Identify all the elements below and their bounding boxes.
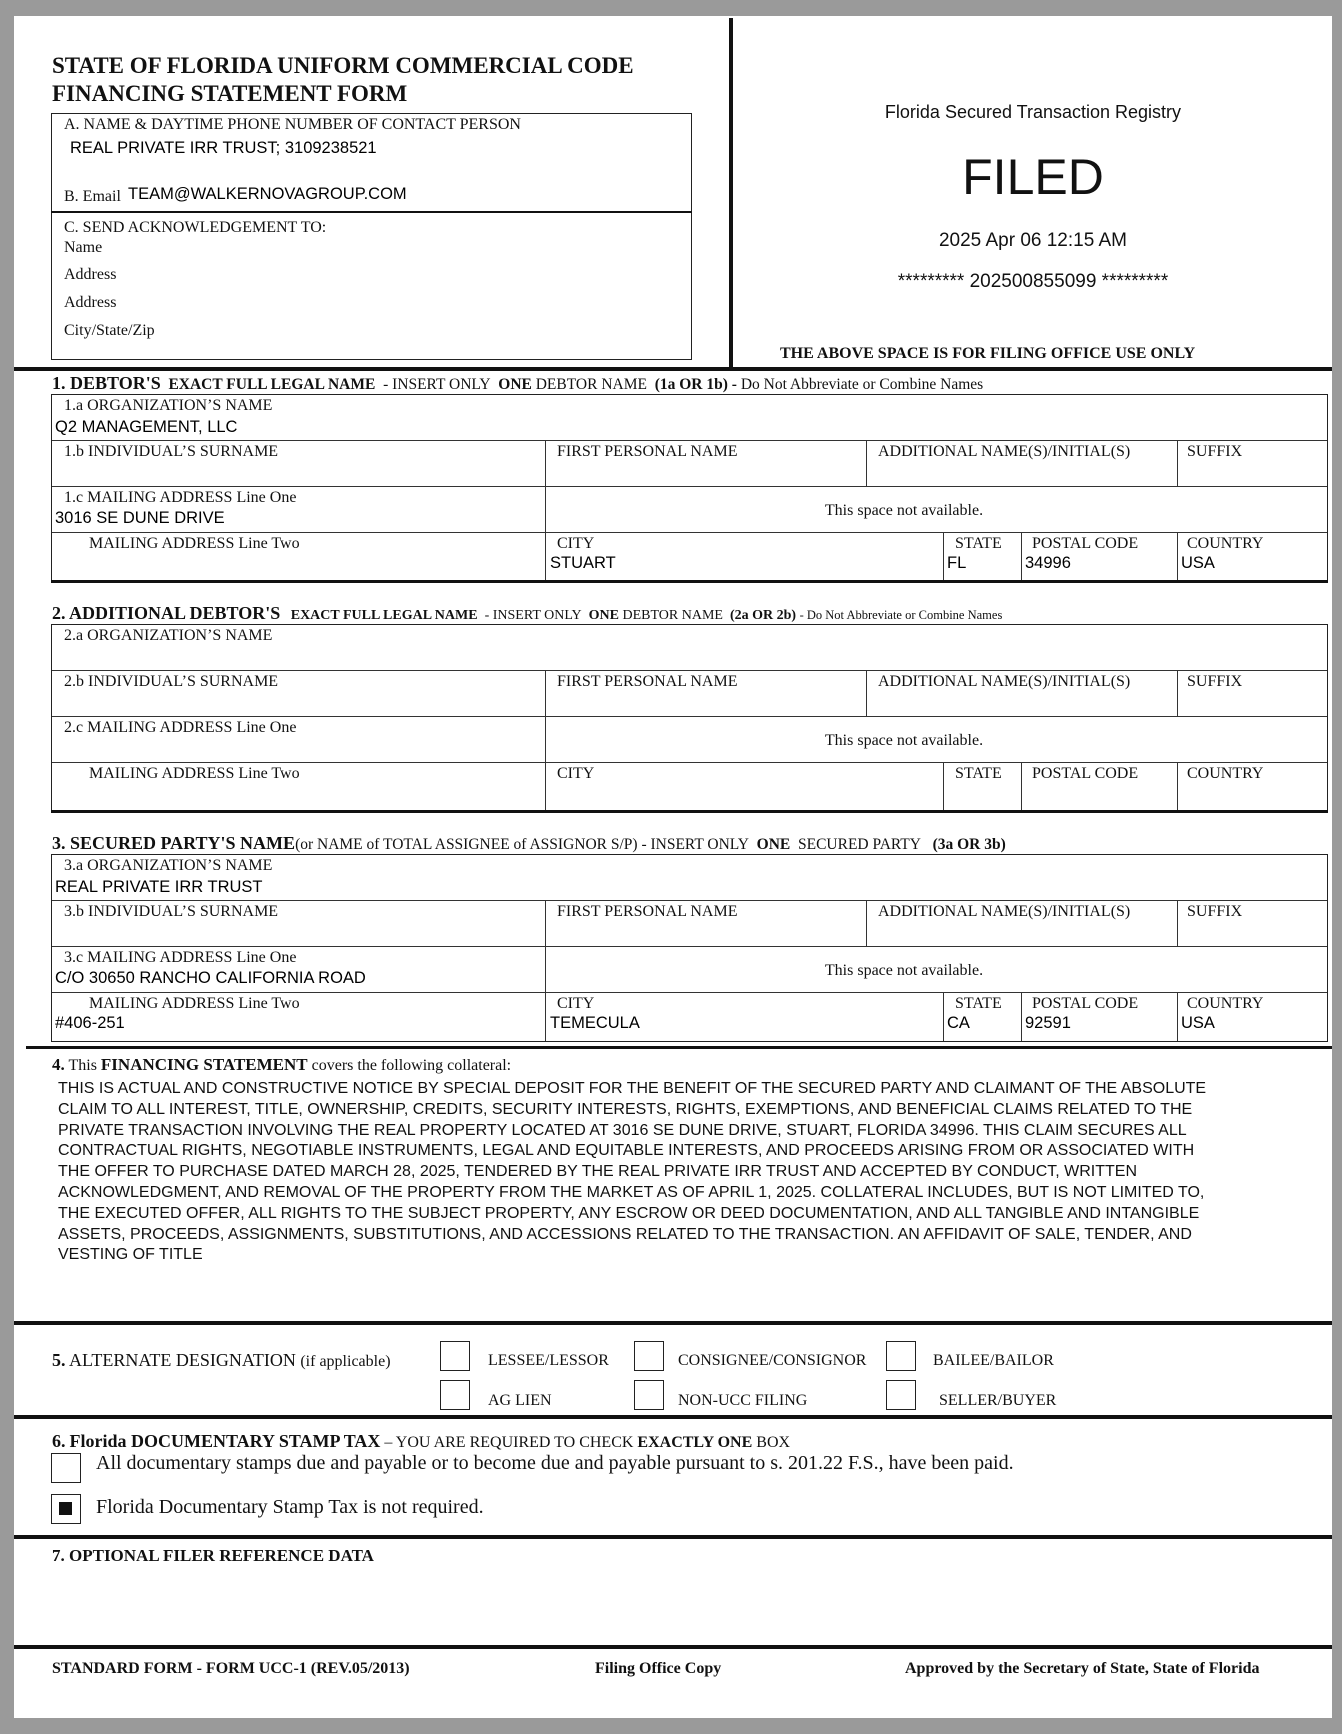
- ack-address1-label[interactable]: Address: [64, 266, 117, 283]
- section6-b1: EXACTLY ONE: [637, 1434, 753, 1451]
- section1-t1: - INSERT ONLY: [383, 376, 491, 393]
- debtor1-surname-label[interactable]: 1.b INDIVIDUAL’S SURNAME: [64, 443, 279, 460]
- filer-reference-field[interactable]: [52, 1571, 1322, 1641]
- secured-city-label: CITY: [557, 995, 595, 1012]
- section2-b2: ONE: [588, 608, 619, 623]
- secured-suffix-label[interactable]: SUFFIX: [1187, 903, 1243, 920]
- consignee-consignor-label: CONSIGNEE/CONSIGNOR: [678, 1352, 867, 1369]
- section4-t2: covers the following collateral:: [311, 1057, 512, 1074]
- section2-b3: (2a OR 2b): [729, 608, 797, 623]
- debtor1-not-available: This space not available.: [824, 502, 984, 519]
- form-title-line2: FINANCING STATEMENT FORM: [52, 81, 408, 106]
- debtor1-country-value[interactable]: USA: [1181, 554, 1215, 572]
- debtor1-suffix-label[interactable]: SUFFIX: [1187, 443, 1243, 460]
- email-label: B. Email: [64, 188, 121, 205]
- secured-postal-label: POSTAL CODE: [1032, 995, 1139, 1012]
- stamps-paid-checkbox[interactable]: [51, 1453, 81, 1483]
- stamp-tax-not-required-checkbox[interactable]: [51, 1494, 81, 1524]
- section1-b3: (1a OR 1b) -: [654, 376, 737, 393]
- section5-num: 5.: [52, 1350, 66, 1370]
- bailee-bailor-checkbox[interactable]: [886, 1341, 916, 1371]
- secured-surname-label[interactable]: 3.b INDIVIDUAL’S SURNAME: [64, 903, 279, 920]
- collateral-line: PRIVATE TRANSACTION INVOLVING THE REAL PROPERTY LOCATED AT 3016 SE DUNE DRIVE, STUART, FLORIDA 34996. THIS CLAIM SECURES ALL: [58, 1121, 1187, 1139]
- secured-state-value[interactable]: CA: [947, 1014, 970, 1032]
- section1-t2: DEBTOR NAME: [535, 376, 647, 393]
- footer-approval: Approved by the Secretary of State, State of Florida: [905, 1660, 1260, 1677]
- registry-name: Florida Secured Transaction Registry: [884, 102, 1182, 122]
- debtor1-postal-label: POSTAL CODE: [1032, 535, 1139, 552]
- collateral-line: ACKNOWLEDGMENT, AND REMOVAL OF THE PROPERTY FROM THE MARKET AS OF APRIL 1, 2025. COLLATERAL INCLUDES, BUT IS NOT LIMITED TO,: [58, 1183, 1205, 1201]
- secured-mailing1-value[interactable]: C/O 30650 RANCHO CALIFORNIA ROAD: [55, 969, 366, 987]
- consignee-consignor-checkbox[interactable]: [634, 1341, 664, 1371]
- debtor1-postal-value[interactable]: 34996: [1025, 554, 1071, 572]
- office-use-note: THE ABOVE SPACE IS FOR FILING OFFICE USE ONLY: [780, 345, 1196, 362]
- secured-city-value[interactable]: TEMECULA: [550, 1014, 640, 1032]
- header-divider: [729, 18, 733, 368]
- form-title: [52, 52, 634, 108]
- section6-heading: [52, 1431, 790, 1452]
- debtor1-country-label: COUNTRY: [1187, 535, 1264, 552]
- form-page: [14, 16, 1332, 1718]
- section1-heading: [52, 373, 983, 394]
- ack-name-label[interactable]: Name: [64, 239, 103, 256]
- section1-num: 1. DEBTOR'S: [52, 373, 161, 393]
- section1-t3: Do Not Abbreviate or Combine Names: [740, 376, 984, 393]
- email-value[interactable]: TEAM@WALKERNOVAGROUP.COM: [128, 185, 407, 203]
- debtor2-not-available: This space not available.: [824, 732, 984, 749]
- section6-t2: BOX: [756, 1434, 791, 1451]
- collateral-line: CONTRACTUAL RIGHTS, NEGOTIABLE INSTRUMENTS, LEGAL AND EQUITABLE INTERESTS, AND PROCEEDS ARISING FROM OR ASSOCIATED WITH: [58, 1142, 1195, 1160]
- ack-city-label[interactable]: City/State/Zip: [64, 322, 155, 339]
- secured-not-available: This space not available.: [824, 962, 984, 979]
- seller-buyer-label: SELLER/BUYER: [939, 1392, 1057, 1409]
- section1-b2: ONE: [498, 376, 532, 393]
- section6-t1: – YOU ARE REQUIRED TO CHECK: [384, 1434, 634, 1451]
- secured-org-label: 3.a ORGANIZATION’S NAME: [64, 857, 273, 874]
- debtor1-additional-label[interactable]: ADDITIONAL NAME(S)/INITIAL(S): [878, 443, 1131, 460]
- secured-additional-label[interactable]: ADDITIONAL NAME(S)/INITIAL(S): [878, 903, 1131, 920]
- ag-lien-checkbox[interactable]: [440, 1380, 470, 1410]
- non-ucc-filing-label: NON-UCC FILING: [678, 1392, 808, 1409]
- section6-num: 6.: [52, 1431, 66, 1451]
- secured-postal-value[interactable]: 92591: [1025, 1014, 1071, 1032]
- secured-org-value[interactable]: REAL PRIVATE IRR TRUST: [55, 878, 263, 896]
- secured-mailing2-label: MAILING ADDRESS Line Two: [89, 995, 300, 1012]
- collateral-description[interactable]: [58, 1079, 1328, 1266]
- seller-buyer-checkbox[interactable]: [886, 1380, 916, 1410]
- secured-mailing2-value[interactable]: #406-251: [55, 1014, 125, 1032]
- section6-label: Florida DOCUMENTARY STAMP TAX: [69, 1431, 381, 1451]
- debtor2-org-label[interactable]: 2.a ORGANIZATION’S NAME: [64, 627, 273, 644]
- debtor2-suffix-label[interactable]: SUFFIX: [1187, 673, 1243, 690]
- debtor2-state-label[interactable]: STATE: [955, 765, 1002, 782]
- debtor1-mailing2-label: MAILING ADDRESS Line Two: [89, 535, 300, 552]
- section4-num: 4.: [52, 1055, 65, 1074]
- debtor1-city-value[interactable]: STUART: [550, 554, 616, 572]
- debtor2-first-name-label[interactable]: FIRST PERSONAL NAME: [557, 673, 738, 690]
- ack-address2-label[interactable]: Address: [64, 294, 117, 311]
- debtor1-first-name-label[interactable]: FIRST PERSONAL NAME: [557, 443, 738, 460]
- form-title-line1: STATE OF FLORIDA UNIFORM COMMERCIAL CODE: [52, 53, 634, 78]
- debtor1-org-value[interactable]: Q2 MANAGEMENT, LLC: [55, 418, 238, 436]
- debtor2-postal-label[interactable]: POSTAL CODE: [1032, 765, 1139, 782]
- secured-first-name-label[interactable]: FIRST PERSONAL NAME: [557, 903, 738, 920]
- section7-heading: 7. OPTIONAL FILER REFERENCE DATA: [52, 1546, 374, 1565]
- debtor2-mailing1-label[interactable]: 2.c MAILING ADDRESS Line One: [64, 719, 297, 736]
- debtor2-country-label[interactable]: COUNTRY: [1187, 765, 1264, 782]
- debtor2-surname-label[interactable]: 2.b INDIVIDUAL’S SURNAME: [64, 673, 279, 690]
- contact-name-label: A. NAME & DAYTIME PHONE NUMBER OF CONTACT PERSON: [64, 116, 521, 133]
- section5-label: ALTERNATE DESIGNATION: [69, 1350, 296, 1370]
- debtor2-mailing2-label[interactable]: MAILING ADDRESS Line Two: [89, 765, 300, 782]
- filed-datetime: 2025 Apr 06 12:15 AM: [938, 230, 1128, 251]
- lessee-lessor-label: LESSEE/LESSOR: [488, 1352, 609, 1369]
- section4-t1: This: [68, 1057, 97, 1074]
- section4-b1: FINANCING STATEMENT: [100, 1055, 308, 1074]
- collateral-line: ASSETS, PROCEEDS, ASSIGNMENTS, SUBSTITUTIONS, AND ACCESSIONS RELATED TO THE TRANSACTION. AN AFFIDAVIT OF SALE, TENDER, AND: [58, 1225, 1192, 1243]
- debtor1-mailing1-value[interactable]: 3016 SE DUNE DRIVE: [55, 509, 225, 527]
- footer-copy-type: Filing Office Copy: [595, 1660, 722, 1677]
- section2-b1: EXACT FULL LEGAL NAME: [290, 608, 478, 623]
- debtor1-state-label: STATE: [955, 535, 1002, 552]
- section3-b3: (3a OR 3b): [932, 836, 1006, 853]
- section2-t1: - INSERT ONLY: [484, 608, 582, 623]
- debtor1-city-label: CITY: [557, 535, 595, 552]
- section4-heading: [52, 1055, 511, 1075]
- secured-mailing1-label: 3.c MAILING ADDRESS Line One: [64, 949, 297, 966]
- debtor2-additional-label[interactable]: ADDITIONAL NAME(S)/INITIAL(S): [878, 673, 1131, 690]
- bailee-bailor-label: BAILEE/BAILOR: [933, 1352, 1054, 1369]
- section5-heading: [52, 1350, 391, 1371]
- non-ucc-filing-checkbox[interactable]: [634, 1380, 664, 1410]
- debtor1-table: [51, 394, 1328, 582]
- section1-b1: EXACT FULL LEGAL NAME: [168, 376, 376, 393]
- ack-label: C. SEND ACKNOWLEDGEMENT TO:: [64, 219, 327, 236]
- section2-num: 2. ADDITIONAL DEBTOR'S: [52, 603, 281, 623]
- section3-t2: SECURED PARTY: [798, 836, 921, 853]
- secured-country-value[interactable]: USA: [1181, 1014, 1215, 1032]
- collateral-line: THE EXECUTED OFFER, ALL RIGHTS TO THE SUBJECT PROPERTY, ANY ESCROW OR DEED DOCUMENTATION, AND ALL TANGIBLE AND INTANGIBLE: [58, 1204, 1200, 1222]
- lessee-lessor-checkbox[interactable]: [440, 1341, 470, 1371]
- collateral-line: VESTING OF TITLE: [58, 1246, 203, 1264]
- stamp-tax-not-required-label: Florida Documentary Stamp Tax is not required.: [96, 1496, 484, 1518]
- stamps-paid-label: All documentary stamps due and payable or to become due and payable pursuant to s. 201.22 F.S., have been paid.: [96, 1452, 1014, 1474]
- section3-num: 3. SECURED PARTY'S NAME: [52, 833, 296, 853]
- section2-heading: [52, 603, 1002, 624]
- secured-country-label: COUNTRY: [1187, 995, 1264, 1012]
- secured-state-label: STATE: [955, 995, 1002, 1012]
- collateral-line: THIS IS ACTUAL AND CONSTRUCTIVE NOTICE BY SPECIAL DEPOSIT FOR THE BENEFIT OF THE SECURED PARTY AND CLAIMANT OF THE ABSOLUTE: [58, 1080, 1207, 1097]
- footer-form-id: STANDARD FORM - FORM UCC-1 (REV.05/2013): [52, 1660, 410, 1677]
- ag-lien-label: AG LIEN: [488, 1392, 552, 1409]
- section5-note: (if applicable): [300, 1353, 391, 1370]
- section2-t2: DEBTOR NAME: [622, 608, 723, 623]
- collateral-line: CLAIM TO ALL INTEREST, TITLE, OWNERSHIP, CREDITS, SECURITY INTERESTS, RIGHTS, EXEMPTIONS, AND BENEFICIAL CLAIMS RELATED TO THE: [58, 1100, 1193, 1118]
- section3-heading: [52, 833, 1006, 854]
- filing-number: ********* 202500855099 *********: [897, 271, 1169, 292]
- debtor1-mailing1-label: 1.c MAILING ADDRESS Line One: [64, 489, 297, 506]
- debtor1-org-label: 1.a ORGANIZATION’S NAME: [64, 397, 273, 414]
- debtor1-state-value[interactable]: FL: [947, 554, 967, 572]
- section3-t1: (or NAME of TOTAL ASSIGNEE of ASSIGNOR S/P) - INSERT ONLY: [295, 836, 749, 853]
- collateral-line: THE OFFER TO PURCHASE DATED MARCH 28, 2025, TENDERED BY THE REAL PRIVATE IRR TRUST AND ACCEPTED BY CONDUCT, WRITTEN: [58, 1163, 1138, 1181]
- section2-t3: - Do Not Abbreviate or Combine Names: [799, 608, 1003, 622]
- debtor2-city-label[interactable]: CITY: [557, 765, 595, 782]
- section3-b2: ONE: [756, 836, 791, 853]
- filed-stamp: FILED: [962, 149, 1104, 205]
- contact-name-value[interactable]: REAL PRIVATE IRR TRUST; 3109238521: [70, 139, 377, 157]
- debtor2-table: [51, 624, 1328, 812]
